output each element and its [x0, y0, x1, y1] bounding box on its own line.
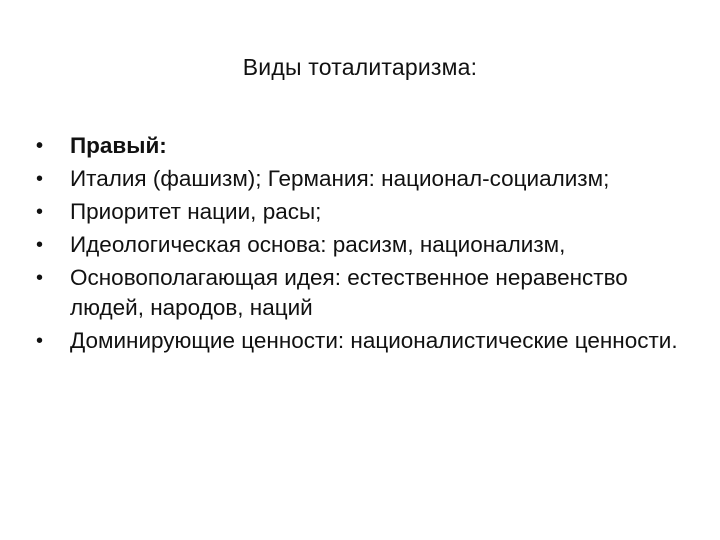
bullet-text: Правый:: [70, 133, 167, 158]
bullet-text: Идеологическая основа: расизм, национализм,: [70, 232, 566, 257]
bullet-item-examples: [36, 164, 696, 194]
bullet-text: Италия (фашизм); Германия: национал-социализм;: [70, 166, 610, 191]
bullet-icon: •: [36, 168, 44, 190]
slide-title: Виды тоталитаризма:: [242, 54, 478, 80]
bullet-icon: •: [36, 201, 44, 223]
bullet-icon: •: [36, 135, 44, 157]
bullet-icon: •: [36, 267, 44, 289]
bullet-item-values: [36, 326, 696, 356]
bullet-text: Доминирующие ценности: националистические ценности.: [70, 328, 678, 353]
bullet-icon: •: [36, 234, 44, 256]
bullet-text: Основополагающая идея: естественное неравенство людей, народов, наций: [70, 265, 628, 320]
bullet-item-priority: [36, 197, 696, 227]
bullet-item-right-wing: [36, 131, 696, 161]
bullet-item-core-idea: [36, 263, 696, 323]
bullet-text: Приоритет нации, расы;: [70, 199, 322, 224]
bullet-list: [36, 131, 696, 359]
bullet-item-ideology: [36, 230, 696, 260]
bullet-icon: •: [36, 330, 44, 352]
